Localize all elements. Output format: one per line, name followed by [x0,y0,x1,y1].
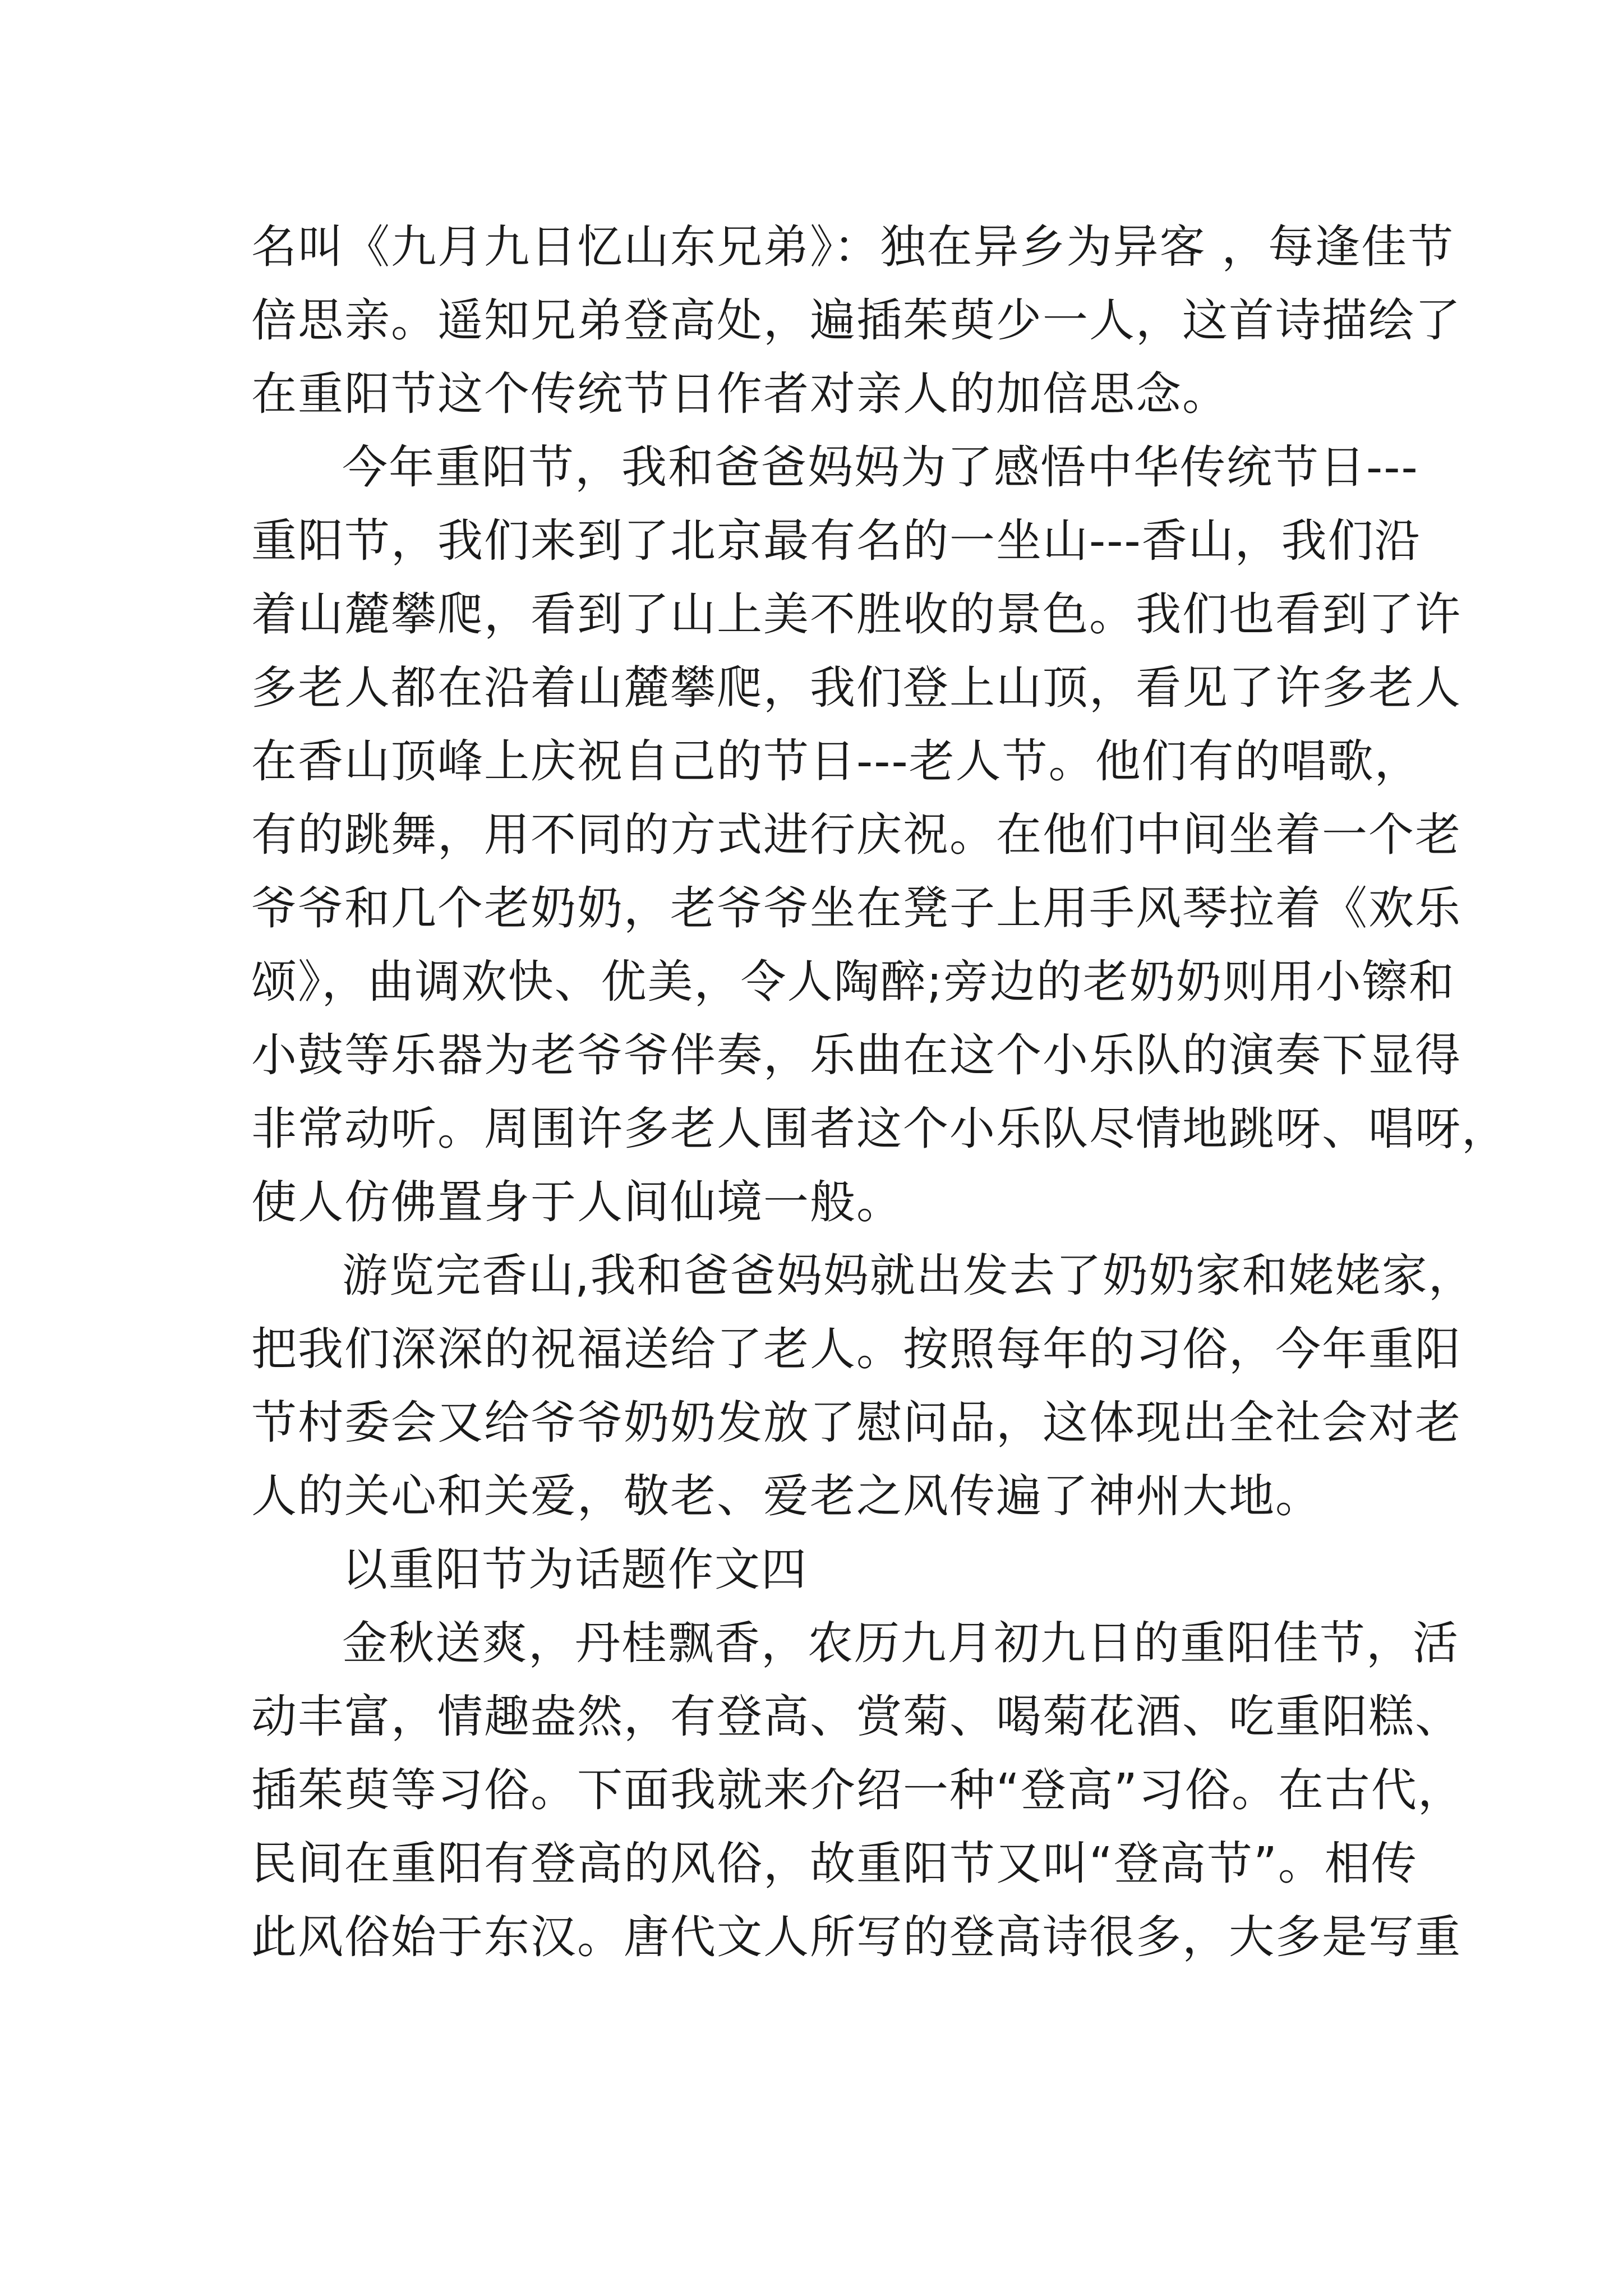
text-line: 民间在重阳有登高的风俗，故重阳节又叫“登高节”。相传 [251,1838,1418,1890]
text-line: 颂》，曲调欢快、优美，令人陶醉;旁边的老奶奶则用小镲和 [251,956,1455,1009]
text-line: 非常动听。周围许多老人围者这个小乐队尽情地跳呀、唱呀， [251,1103,1509,1156]
text-line: 此风俗始于东汉。唐代文人所写的登高诗很多，大多是写重 [251,1911,1462,1964]
paragraph-start-line: 游览完香山,我和爸爸妈妈就出发去了奶奶家和姥姥家， [342,1250,1475,1303]
text-line: 动丰富，情趣盎然，有登高、赏菊、喝菊花酒、吃重阳糕、 [251,1691,1462,1743]
document-body [251,211,1509,1975]
text-line: 重阳节，我们来到了北京最有名的一坐山---香山，我们沿 [251,515,1421,568]
text-line: 有的跳舞，用不同的方式进行庆祝。在他们中间坐着一个老 [251,809,1462,862]
text-line: 节村委会又给爷爷奶奶发放了慰问品，这体现出全社会对老 [251,1397,1462,1450]
text-line: 使人仿佛置身于人间仙境一般。 [251,1176,903,1229]
text-line: 在重阳节这个传统节日作者对亲人的加倍思念。 [251,368,1229,421]
text-line: 插茱萸等习俗。下面我就来介绍一种“登高”习俗。在古代， [251,1764,1464,1817]
text-line: 小鼓等乐器为老爷爷伴奏，乐曲在这个小乐队的演奏下显得 [251,1029,1462,1082]
text-line: 把我们深深的祝福送给了老人。按照每年的习俗，今年重阳 [251,1323,1462,1376]
section-heading: 以重阳节为话题作文四 [342,1544,808,1596]
text-line: 着山麓攀爬，看到了山上美不胜收的景色。我们也看到了许 [251,588,1462,641]
text-line: 爷爷和几个老奶奶，老爷爷坐在凳子上用手风琴拉着《欢乐 [251,882,1462,935]
text-line: 多老人都在沿着山麓攀爬，我们登上山顶，看见了许多老人 [251,662,1462,715]
text-line: 在香山顶峰上庆祝自己的节日---老人节。他们有的唱歌， [251,735,1421,788]
paragraph-start-line: 金秋送爽，丹桂飘香，农历九月初九日的重阳佳节，活 [342,1617,1460,1670]
paragraph-start-line: 今年重阳节，我和爸爸妈妈为了感悟中华传统节日--- [342,441,1419,494]
text-line: 人的关心和关爱，敬老、爱老之风传遍了神州大地。 [251,1470,1322,1523]
text-line: 倍思亲。遥知兄弟登高处，遍插茱萸少一人，这首诗描绘了 [251,295,1462,347]
text-line: 名叫《九月九日忆山东兄弟》：独在异乡为异客 ，每逢佳节 [251,221,1455,274]
